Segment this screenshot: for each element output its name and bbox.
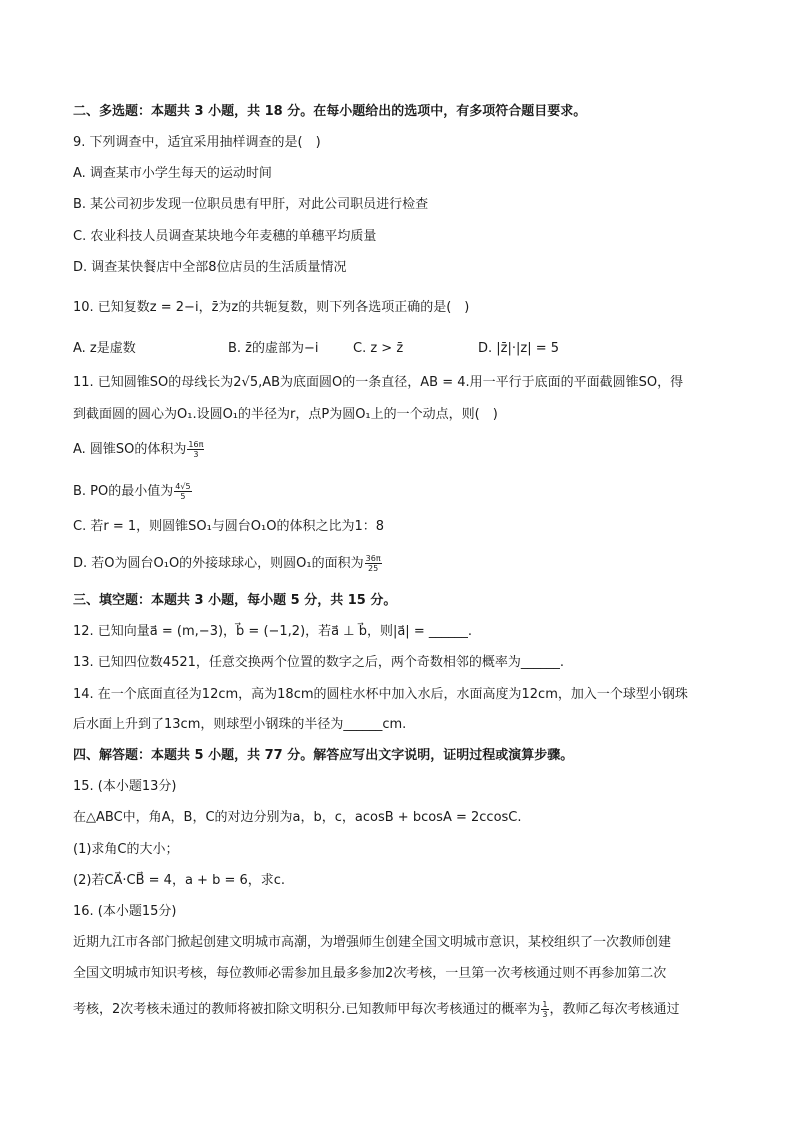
q12-stem: 12. 已知向量a⃗ = (m,−3)，b⃗ = (−1,2)，若a⃗ ⊥ b⃗，则|a⃗| = ______. [73, 624, 472, 639]
q16-line3 [73, 1000, 680, 1019]
q15-stem: 在△ABC中，角A，B，C的对边分别为a，b，c，acosB + bcosA = 2ccosC. [73, 810, 522, 825]
section-3-heading: 三、填空题：本题共 3 小题，每小题 5 分，共 15 分。 [73, 593, 397, 608]
q10-option-b: B. z̄的虚部为−i [228, 341, 319, 356]
q15-title: 15. (本小题13分) [73, 779, 177, 794]
q15-part-2: (2)若CA⃗·CB⃗ = 4，a + b = 6，求c. [73, 873, 286, 888]
q16-probability-fraction [541, 1000, 548, 1019]
q16-line3-text: 考核，2次考核未通过的教师将被扣除文明积分.已知教师甲每次考核通过的概率为 [73, 1002, 541, 1017]
q10-option-a: A. z是虚数 [73, 341, 136, 356]
q10-options [73, 340, 733, 358]
q11-option-a [73, 440, 205, 459]
q11-option-d-fraction [365, 554, 382, 573]
q11-stem-line1: 11. 已知圆锥SO的母线长为2√5,AB为底面圆O的一条直径，AB = 4.用一平行于底面的平面截圆锥SO，得 [73, 375, 684, 390]
fraction-denominator: 25 [368, 564, 379, 573]
q10-option-d: D. |z̄|·|z| = 5 [478, 341, 560, 356]
fraction-numerator: 36π [365, 554, 381, 563]
fraction-denominator: 3 [193, 450, 199, 459]
section-2-heading: 二、多选题：本题共 3 小题，共 18 分。在每小题给出的选项中，有多项符合题目要求。 [73, 104, 587, 119]
q16-title: 16. (本小题15分) [73, 904, 177, 919]
q16-line2: 全国文明城市知识考核，每位教师必需参加且最多参加2次考核，一旦第一次考核通过则不再参加第二次 [73, 966, 667, 981]
section-4-heading: 四、解答题：本题共 5 小题，共 77 分。解答应写出文字说明，证明过程或演算步骤。 [73, 748, 574, 763]
q14-stem-line1: 14. 在一个底面直径为12cm，高为18cm的圆柱水杯中加入水后，水面高度为12cm，加入一个球型小钢珠 [73, 687, 688, 702]
fraction-numerator: 4√5 [175, 482, 191, 491]
q10-option-c: C. z > z̄ [353, 341, 404, 356]
fraction-denominator: 5 [180, 492, 186, 501]
q14-stem-line2: 后水面上升到了13cm，则球型小钢珠的半径为______cm. [73, 717, 407, 732]
q11-option-d-text: D. 若O为圆台O₁O的外接球球心，则圆O₁的面积为 [73, 556, 364, 571]
q16-line3-tail: ，教师乙每次考核通过 [549, 1002, 680, 1017]
q13-stem: 13. 已知四位数4521，任意交换两个位置的数字之后，两个奇数相邻的概率为______. [73, 655, 565, 670]
q9-option-d: D. 调查某快餐店中全部8位店员的生活质量情况 [73, 260, 347, 275]
q9-option-c: C. 农业科技人员调查某块地今年麦穗的单穗平均质量 [73, 229, 377, 244]
q9-stem: 9. 下列调查中，适宜采用抽样调查的是( ) [73, 135, 321, 150]
fraction-numerator: 16π [188, 440, 204, 449]
q9-option-a: A. 调查某市小学生每天的运动时间 [73, 166, 272, 181]
q11-stem-line2: 到截面圆的圆心为O₁.设圆O₁的半径为r，点P为圆O₁上的一个动点，则( ) [73, 407, 498, 422]
q11-option-d [73, 554, 383, 573]
q15-part-1: (1)求角C的大小； [73, 842, 179, 857]
q9-option-b: B. 某公司初步发现一位职员患有甲肝，对此公司职员进行检查 [73, 197, 429, 212]
q11-option-a-fraction [187, 440, 204, 459]
q11-option-b [73, 482, 193, 501]
q11-option-a-text: A. 圆锥SO的体积为 [73, 442, 187, 457]
q11-option-c: C. 若r = 1，则圆锥SO₁与圆台O₁O的体积之比为1：8 [73, 519, 385, 534]
fraction-numerator: 1 [542, 1000, 548, 1009]
fraction-denominator: 3 [542, 1010, 548, 1019]
q16-line1: 近期九江市各部门掀起创建文明城市高潮，为增强师生创建全国文明城市意识，某校组织了一次教师创建 [73, 935, 672, 950]
q11-option-b-text: B. PO的最小值为 [73, 484, 174, 499]
q11-option-b-fraction [174, 482, 191, 501]
q10-stem: 10. 已知复数z = 2−i，z̄为z的共轭复数，则下列各选项正确的是( ) [73, 300, 470, 315]
